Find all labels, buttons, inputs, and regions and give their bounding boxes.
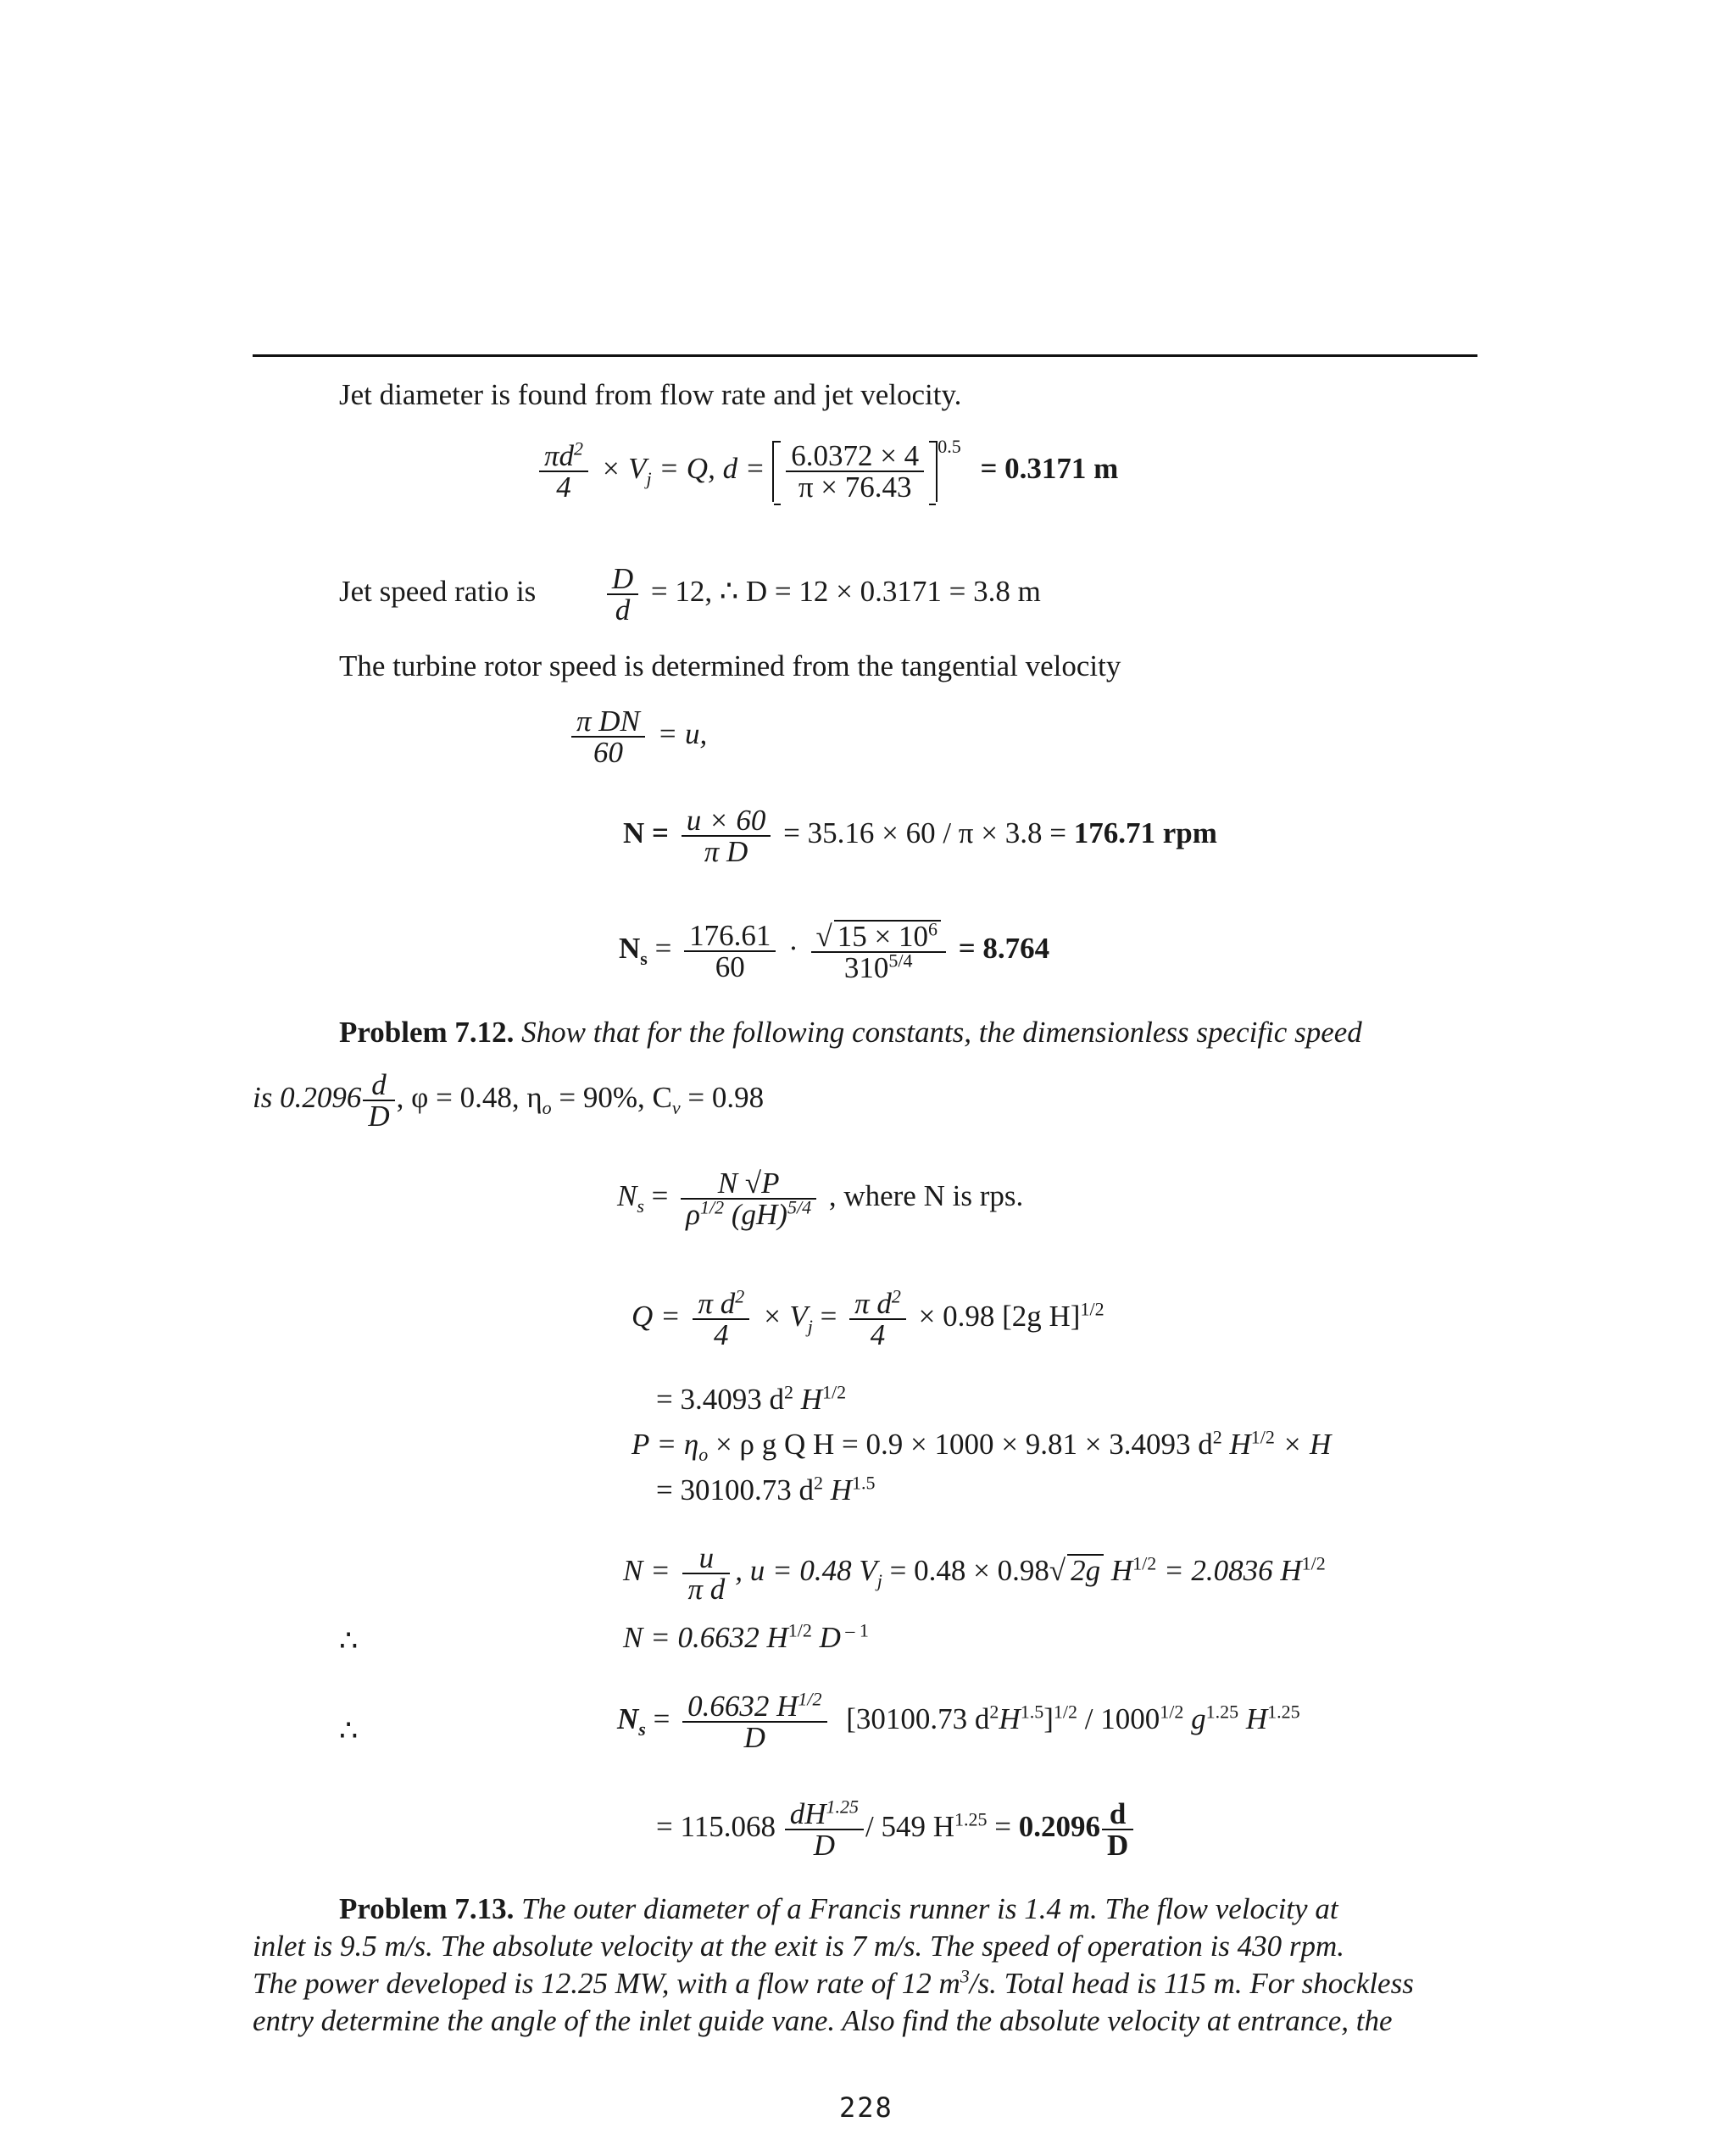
- text-line: inlet is 9.5 m/s. The absolute velocity at the exit is 7 m/s. The speed of operation is 430 rpm.: [253, 1930, 1345, 1963]
- therefore-symbol: ∴: [339, 1624, 359, 1657]
- equation-speed-from-velocity: N = $\frac{u}{\text{π d}}$ , u = 0.48 $V_j = 0.48 \times 0.98√$ 2g $H^{1/2} = 2.0836$ $H^{1/2}$: [623, 1541, 1326, 1606]
- problem-7-12-heading: Problem 7.12. Show that for the following constants, the dimensionless specific speed: [339, 1016, 1362, 1049]
- problem-7-12-constants: is 0.2096 $\frac{d}{D}$ , φ = 0.48, $\eta_o = 90\%$, $C_v = 0.98$: [253, 1068, 765, 1133]
- equation-line: = 3.4093 $d^2$ $H^{1/2}$: [656, 1381, 847, 1416]
- problem-7-13-heading: Problem 7.13. The outer diameter of a Francis runner is 1.4 m. The flow velocity at: [339, 1892, 1338, 1925]
- equation-jet-diameter: $\frac{\pi d^2}{4}$ × $V_j = Q$, d = $\frac{6.0372 \times 4}{\pi \times 76.43}$ $^{0.5}$ = 0.3171 m: [534, 441, 1118, 502]
- text-line: entry determine the angle of the inlet guide vane. Also find the absolute velocity at entrance, the: [253, 2004, 1393, 2037]
- equation-tangential-velocity: $\frac{\text{π DN}}{60}$ = u,: [566, 706, 707, 767]
- equation-ns-derivation: $N_s$ = $\frac{0.6632 H^{1/2}}{D}$ [30100.73 $d^2H^{1.5}]^{1/2} / 1000^{1/2}$ $g^{1.25}$ $H^{1.25}$: [617, 1688, 1300, 1754]
- equation-power: $P = \eta_o \times \rho$ g Q H = 0.9 × 1000 × 9.81 × 3.4093 $d^2$ $H^{1/2} \times H$: [632, 1426, 1332, 1465]
- equation-ns-definition: $N_s$ = $\frac{N √P}{\rho^{1/2} (gH)^{5/4}}$ , where N is rps.: [617, 1167, 1024, 1231]
- equation-jet-speed-ratio: Jet speed ratio is $\frac{D}{d}$ = 12, ∴ D = 12 × 0.3171 = 3.8 m: [339, 562, 1041, 627]
- top-rule: [253, 354, 1477, 357]
- equation-line: N = 0.6632 $H^{1/2}$ D $^{- 1}$: [623, 1619, 869, 1654]
- equation-ns-result: = 115.068 $\frac{dH^{1.25}}{D}$ / 549 $H^{1.25} = 0.2096$ $\frac{d}{D}$: [656, 1799, 1135, 1860]
- text-line: The turbine rotor speed is determined from the tangential velocity: [339, 649, 1121, 682]
- equation-line: = 30100.73 $d^2$ $H^{1.5}$: [656, 1472, 876, 1506]
- equation-flow-rate: Q = $\frac{\pi d^2}{4}$ × $V_j$ = $\frac{\pi d^2}{4}$ × 0.98 [2g H]$^{1/2}$: [632, 1285, 1104, 1351]
- equation-specific-speed: $N_s$ = $\frac{176.61}{60}$ · $\frac{√ 15 \times 10^6}{310^{5/4}}$ = 8.764: [619, 918, 1050, 984]
- therefore-symbol: ∴: [339, 1714, 359, 1747]
- page-number: 228: [839, 2091, 893, 2124]
- equation-rotor-speed: N = $\frac{u \times 60}{\text{π D}}$ = 35.16 × 60 / π × 3.8 = 176.71 rpm: [623, 804, 1217, 868]
- text-line: The power developed is 12.25 MW, with a flow rate of 12 $m^3/s$. Total head is 115 m. For shockless: [253, 1965, 1414, 2000]
- text-line: Jet diameter is found from flow rate and jet velocity.: [339, 378, 962, 411]
